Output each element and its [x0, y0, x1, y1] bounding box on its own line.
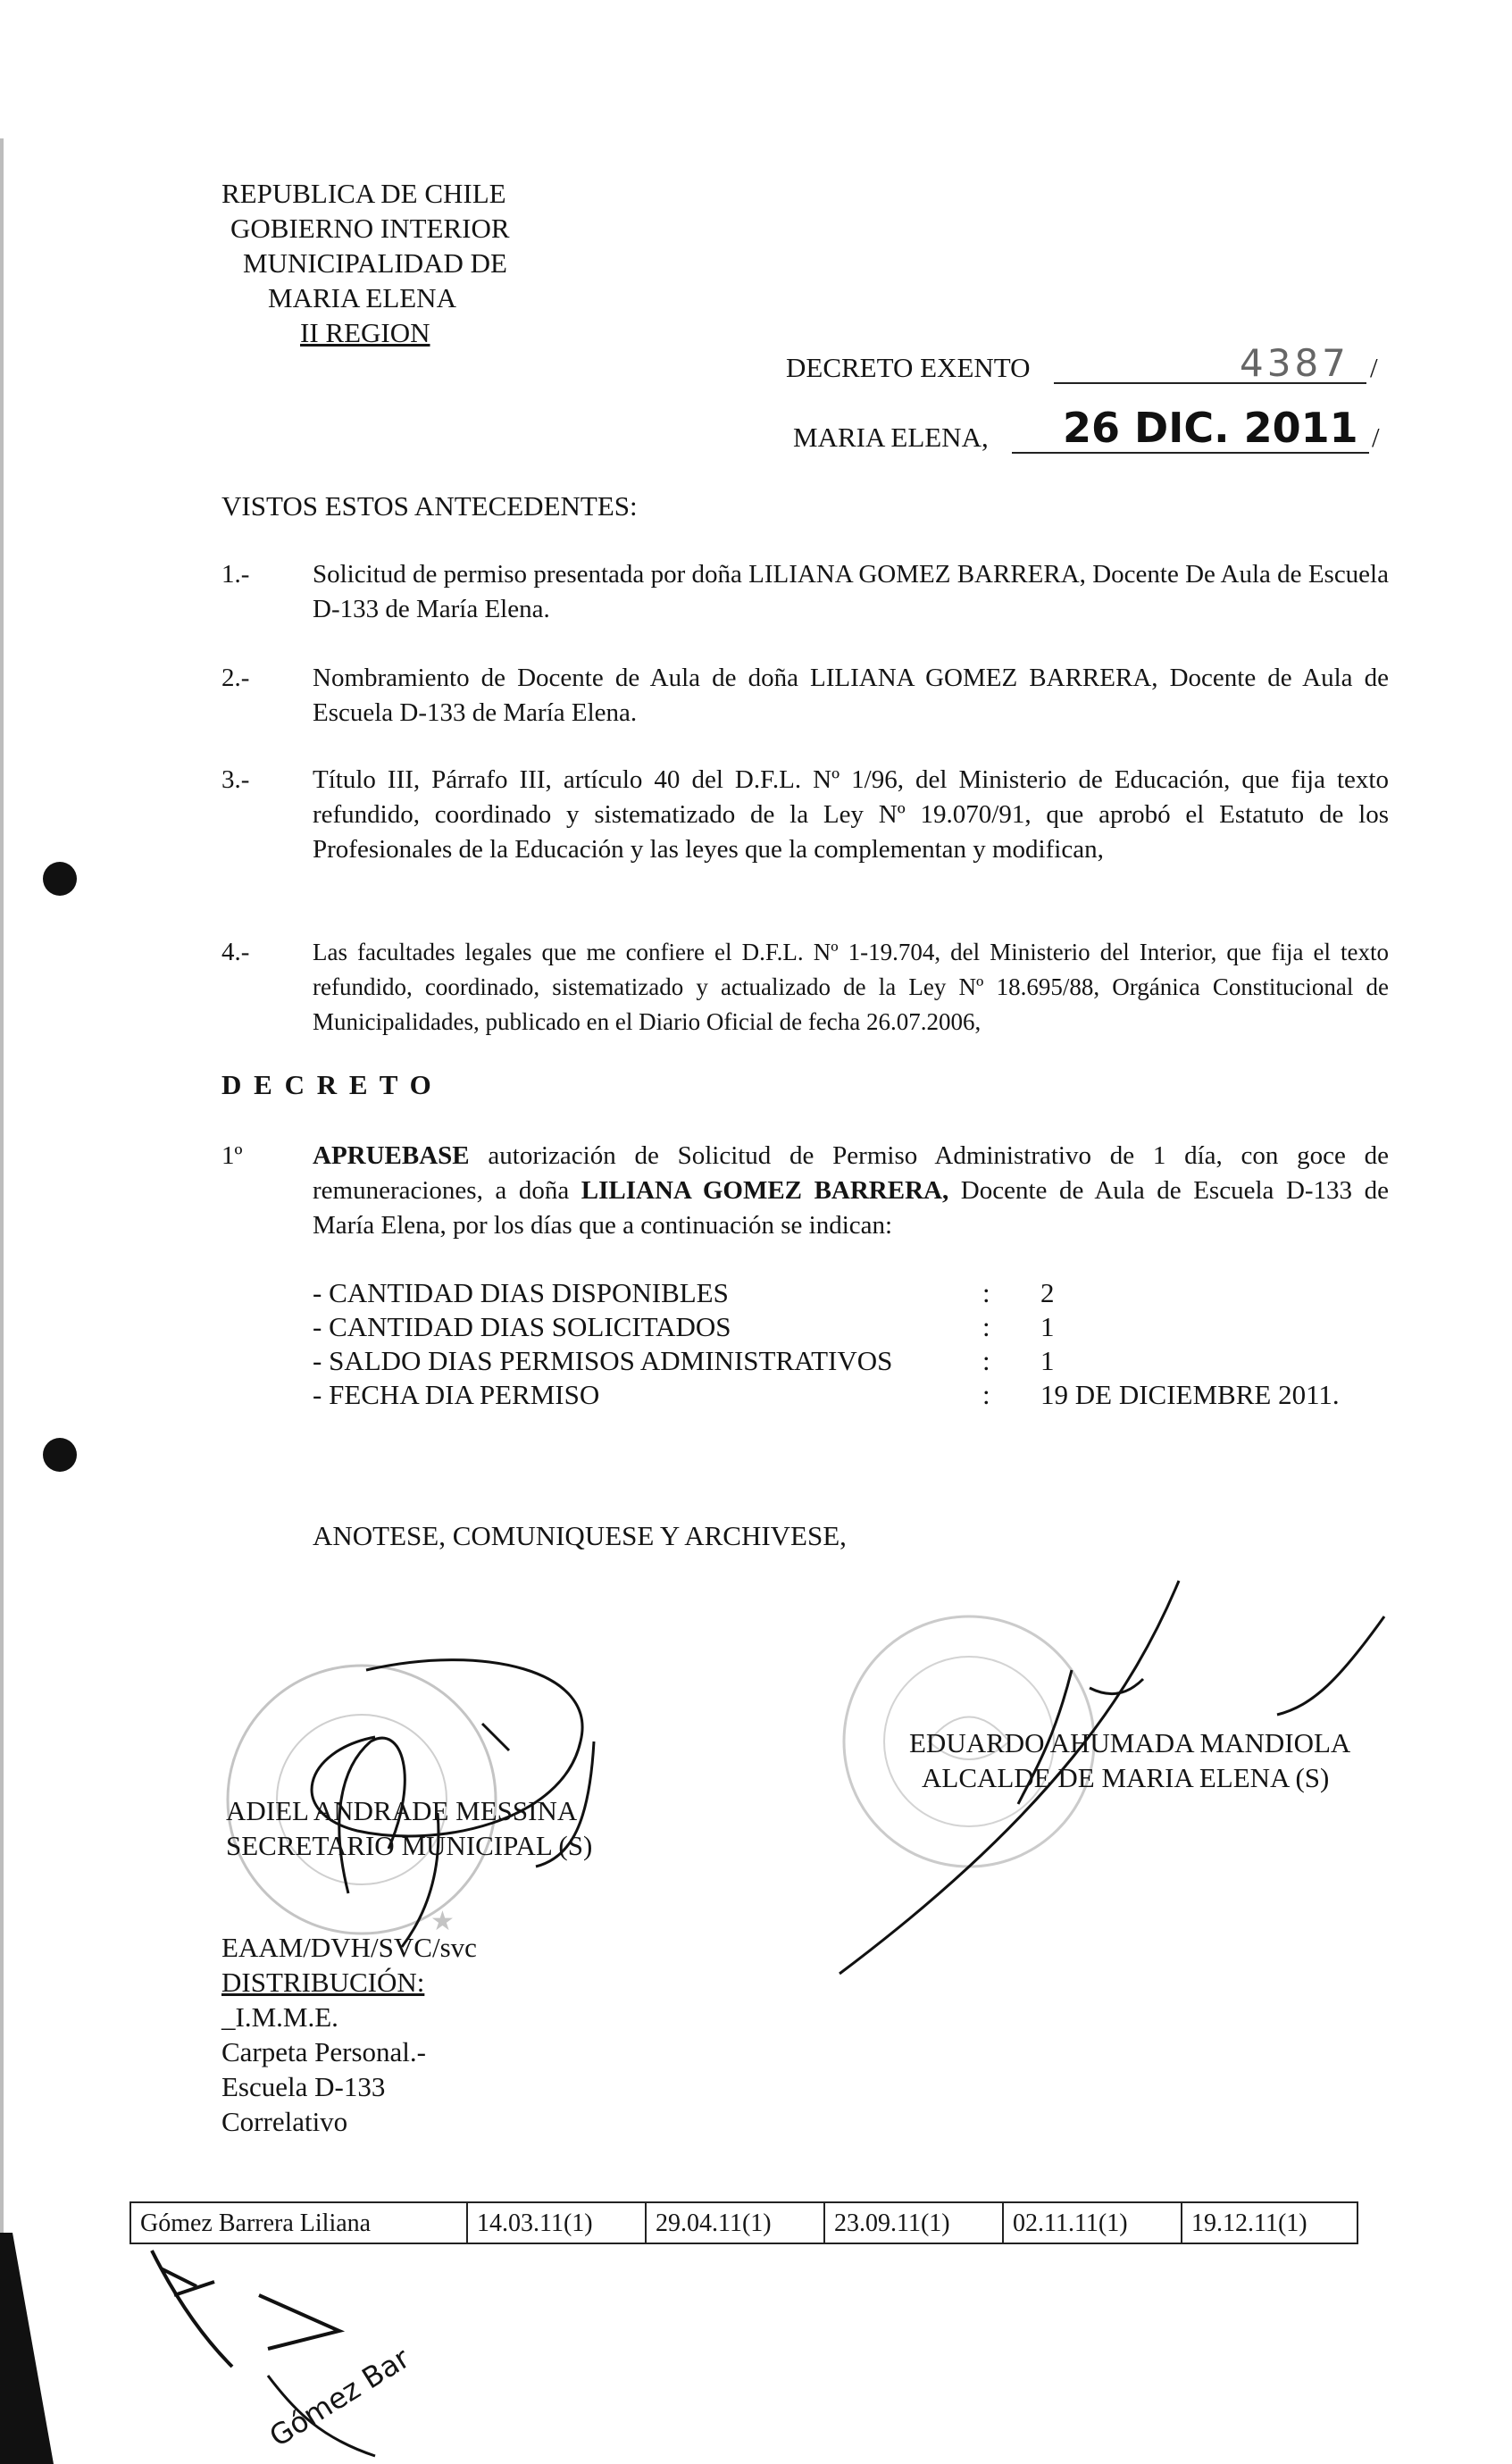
detail-value: 1 — [1040, 1311, 1055, 1342]
header-line: REPUBLICA DE CHILE — [221, 178, 506, 209]
detail-label: - SALDO DIAS PERMISOS ADMINISTRATIVOS — [313, 1345, 893, 1376]
decreto-text: Docente de Aula de Escuela D-133 de María Elena, por los días que a continuación se indican: — [313, 1176, 1389, 1240]
punch-hole — [43, 1438, 77, 1472]
vistos-item-text: Nombramiento de Docente de Aula de doña LILIANA GOMEZ BARRERA, Docente de Aula de Escuela D-133 de María Elena. — [313, 664, 1389, 727]
distribution-item: Escuela D-133 — [221, 2071, 386, 2102]
record-date-cell: 02.11.11(1) — [1002, 2203, 1187, 2243]
vistos-heading: VISTOS ESTOS ANTECEDENTES: — [221, 490, 638, 522]
date-slash: / — [1372, 422, 1380, 453]
detail-label: - CANTIDAD DIAS SOLICITADOS — [313, 1311, 731, 1342]
decree-label: DECRETO EXENTO — [786, 352, 1031, 383]
detail-label: - CANTIDAD DIAS DISPONIBLES — [313, 1277, 729, 1308]
decreto-item-number: 1º — [221, 1141, 243, 1170]
decreto-bold-verb: APRUEBASE — [313, 1141, 470, 1170]
decree-slash: / — [1370, 352, 1378, 383]
record-date-cell: 14.03.11(1) — [466, 2203, 651, 2243]
header-line: GOBIERNO INTERIOR — [230, 213, 510, 244]
vistos-item-text: Título III, Párrafo III, artículo 40 del D.F.L. Nº 1/96, del Ministerio de Educación, que fija texto refundido, coordinado y sistematizado de la Ley Nº 19.070/91, que aprobó el Estatuto de los Profesionales de la Educación y las leyes que la complementan y modifican, — [313, 765, 1389, 864]
decreto-bold-name: LILIANA GOMEZ BARRERA, — [581, 1176, 949, 1205]
signer-left-name: ADIEL ANDRADE MESSINA — [226, 1795, 578, 1826]
distribution-item: _I.M.M.E. — [221, 2001, 338, 2033]
decree-number-stamp: 4387 — [1240, 341, 1349, 385]
date-stamp: 26 DIC. 2011 — [1063, 404, 1358, 452]
svg-text:★: ★ — [430, 1906, 455, 1937]
record-date-cell: 23.09.11(1) — [823, 2203, 1008, 2243]
detail-value: 19 DE DICIEMBRE 2011. — [1040, 1379, 1340, 1410]
detail-value: 1 — [1040, 1345, 1055, 1376]
vistos-item-number: 1.- — [221, 560, 250, 589]
vistos-item-text: Solicitud de permiso presentada por doña LILIANA GOMEZ BARRERA, Docente De Aula de Escuela D-133 de María Elena. — [313, 560, 1389, 623]
distribution-item: Carpeta Personal.- — [221, 2036, 426, 2067]
vistos-item-number: 3.- — [221, 765, 250, 794]
scan-edge — [0, 138, 4, 2326]
detail-sep: : — [982, 1277, 990, 1308]
handwritten-name: Gómez Bar — [263, 2341, 416, 2454]
distribution-item: Correlativo — [221, 2106, 348, 2137]
header-line: II REGION — [300, 317, 430, 348]
vistos-item-number: 2.- — [221, 664, 250, 692]
signer-right-name: EDUARDO AHUMADA MANDIOLA — [909, 1727, 1351, 1758]
header-line: MARIA ELENA — [268, 282, 456, 313]
record-date-cell: 29.04.11(1) — [645, 2203, 830, 2243]
vistos-item-number: 4.- — [221, 938, 250, 966]
signer-left-title: SECRETARIO MUNICIPAL (S) — [226, 1830, 593, 1861]
place-label: MARIA ELENA, — [793, 422, 989, 453]
punch-hole — [43, 862, 77, 896]
distribution-heading: DISTRIBUCIÓN: — [221, 1967, 425, 1998]
detail-sep: : — [982, 1311, 990, 1342]
initials: EAAM/DVH/SVC/svc — [221, 1932, 477, 1963]
detail-sep: : — [982, 1379, 990, 1410]
vistos-item-text: Las facultades legales que me confiere el D.F.L. Nº 1-19.704, del Ministerio del Interior, que fija el texto refundido, coordinado, sistematizado y actualizado de la Ley Nº 18.695/88, Orgánica Constitucional de Municipalidades, publicado en el Diario Oficial de fecha 26.07.2006, — [313, 939, 1389, 1035]
detail-value: 2 — [1040, 1277, 1055, 1308]
decreto-heading: D E C R E T O — [221, 1069, 434, 1100]
decreto-text: autorización de Solicitud de Permiso Administrativo de 1 día, con goce de remuneraciones, a doña — [313, 1141, 1389, 1205]
signer-right-title: ALCALDE DE MARIA ELENA (S) — [922, 1762, 1330, 1793]
detail-sep: : — [982, 1345, 990, 1376]
date-line — [1012, 452, 1369, 454]
signature-right — [840, 1563, 1393, 1992]
closing-formula: ANOTESE, COMUNIQUESE Y ARCHIVESE, — [313, 1520, 847, 1551]
decreto-paragraph — [313, 1139, 1389, 1243]
detail-label: - FECHA DIA PERMISO — [313, 1379, 600, 1410]
record-date-cell: 19.12.11(1) — [1181, 2203, 1357, 2243]
record-name-cell: Gómez Barrera Liliana — [140, 2209, 372, 2237]
header-line: MUNICIPALIDAD DE — [243, 247, 507, 279]
